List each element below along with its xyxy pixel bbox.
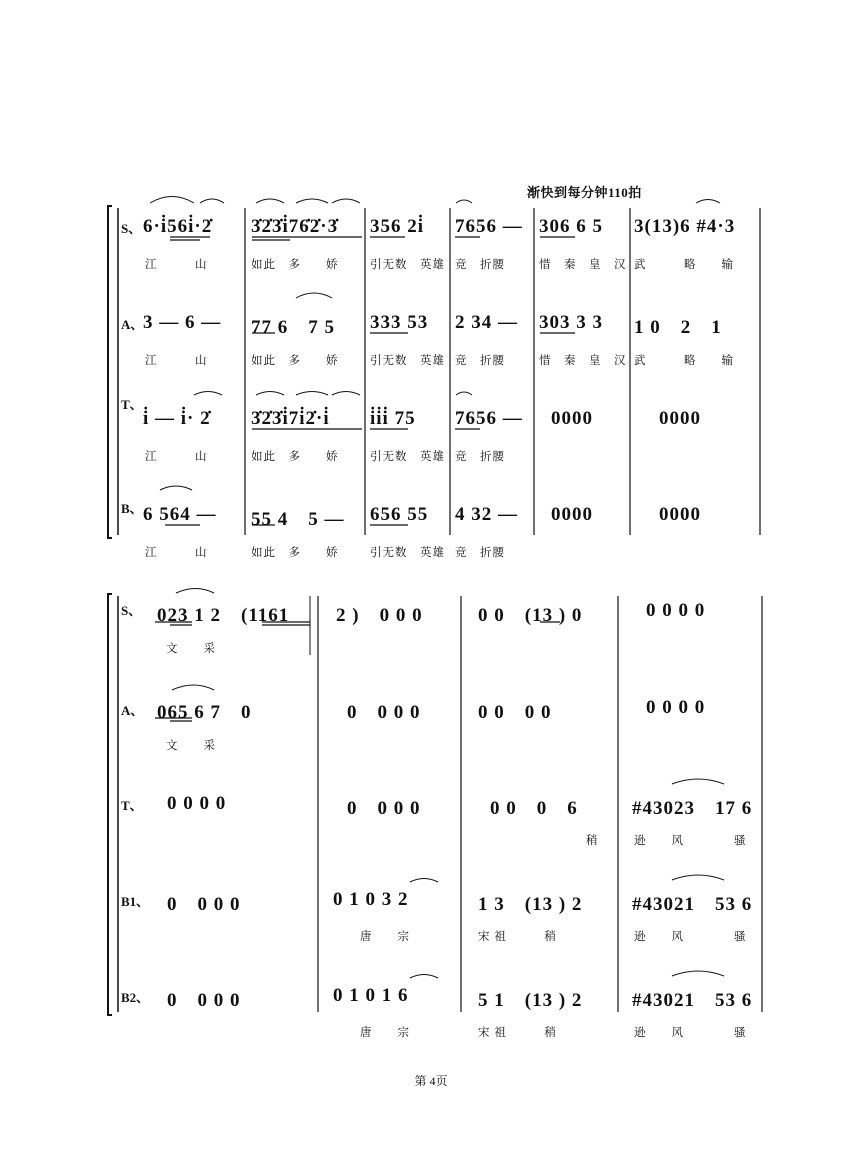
lyric: 惜 秦 皇 汉 [539, 355, 627, 367]
lyric: 江 山 [145, 547, 208, 559]
measure: 1 0 2 1 [634, 317, 722, 338]
measure: 0 0 0 0 [478, 702, 552, 723]
measure: i̇i̇i̇ 75 [370, 408, 416, 429]
measure: 77 6 7 5 [251, 317, 336, 338]
lyric: 竞 折腰 [455, 259, 505, 271]
lyric: 竞 折腰 [455, 451, 505, 463]
lyric: 如此 多 娇 [251, 355, 339, 367]
measure: 0 1 0 3 2 [333, 889, 409, 910]
measure: 3̇2̇3̇i̇76̇2̇·3̇ [251, 216, 339, 237]
lyric: 如此 多 娇 [251, 451, 339, 463]
lyric: 武 略 输 [634, 355, 734, 367]
page-number: 第 4页 [414, 1074, 448, 1088]
measure: 656 55 [370, 504, 429, 525]
measure: 3(13)6 #4·3 [634, 216, 736, 237]
measure: 7656 — [455, 408, 523, 429]
measure: 0 0 0 0 [347, 702, 421, 723]
lyric: 如此 多 娇 [251, 547, 339, 559]
lyric: 引无数 英雄 [370, 547, 445, 559]
part-label: T、 [121, 397, 143, 412]
lyric: 逊 风 骚 [634, 931, 747, 943]
part-label: A、 [121, 317, 144, 332]
lyric: 竞 折腰 [455, 547, 505, 559]
measure: 1 3 (13 ) 2 [478, 894, 583, 915]
measure: 0000 [551, 408, 593, 429]
lyric: 稍 [586, 835, 599, 847]
lyric: 江 山 [145, 451, 208, 463]
measure: 0 0 (13 ) 0 [478, 605, 583, 626]
lyric: 武 略 输 [634, 259, 734, 271]
measure: 303 3 3 [539, 312, 603, 333]
lyric: 引无数 英雄 [370, 355, 445, 367]
measure: 5 1 (13 ) 2 [478, 990, 583, 1011]
lyric: 江 山 [145, 259, 208, 271]
part-label: A、 [121, 703, 144, 718]
lyric: 唐 宗 [360, 1027, 410, 1039]
measure: 0000 [659, 504, 701, 525]
measure: 0 0 0 0 [167, 990, 241, 1011]
measure: 55 4 5 — [251, 509, 345, 530]
lyric: 江 山 [145, 355, 208, 367]
measure: 0 0 0 0 [167, 793, 227, 814]
part-label: S、 [121, 603, 142, 618]
part-label: B1、 [121, 894, 150, 909]
lyric: 引无数 英雄 [370, 451, 445, 463]
tempo-marking: 渐快到每分钟110拍 [527, 185, 642, 200]
measure: 0 0 0 6 [490, 798, 578, 819]
measure: 6·i̇56i̇·2̇ [143, 216, 213, 237]
lyric: 文 采 [166, 643, 216, 655]
lyric: 引无数 英雄 [370, 259, 445, 271]
lyric: 逊 风 骚 [634, 1027, 747, 1039]
measure: #43021 53 6 [632, 894, 753, 915]
measure: 0 0 0 0 [347, 798, 421, 819]
lyric: 唐 宗 [360, 931, 410, 943]
measure: 0000 [551, 504, 593, 525]
measure: 4 32 — [455, 504, 518, 525]
lyric: 宋 祖 稍 [478, 931, 557, 943]
measure: #43021 53 6 [632, 990, 753, 1011]
measure: 3 — 6 — [143, 312, 222, 333]
measure: 0 0 0 0 [646, 697, 706, 718]
part-label: T、 [121, 798, 143, 813]
lyric: 宋 祖 稍 [478, 1027, 557, 1039]
part-label: S、 [121, 221, 142, 236]
measure: 6 564 — [143, 504, 217, 525]
lyric: 逊 风 骚 [634, 835, 747, 847]
measure: 2 ) 0 0 0 [336, 605, 423, 626]
measure: 023 1 2 (1161 [157, 605, 290, 626]
measure: 065 6 7 0 [157, 702, 252, 723]
measure: 356 2i̇ [370, 216, 425, 237]
lyric: 惜 秦 皇 汉 [539, 259, 627, 271]
measure: 0 1 0 1 6 [333, 985, 409, 1006]
part-label: B2、 [121, 990, 150, 1005]
measure: 333 53 [370, 312, 429, 333]
measure: 7656 — [455, 216, 523, 237]
lyric: 竞 折腰 [455, 355, 505, 367]
measure: #43023 17 6 [632, 798, 753, 819]
lyric: 如此 多 娇 [251, 259, 339, 271]
measure: 0 0 0 0 [646, 600, 706, 621]
measure: 0000 [659, 408, 701, 429]
lyric: 文 采 [166, 740, 216, 752]
measure: 2 34 — [455, 312, 518, 333]
measure: i̇ — i̇· 2̇ [143, 408, 211, 429]
measure: 306 6 5 [539, 216, 603, 237]
part-label: B、 [121, 501, 143, 516]
measure: 0 0 0 0 [167, 894, 241, 915]
measure: 3̇2̇3̇i̇7i̇2̇·i̇ [251, 408, 330, 429]
